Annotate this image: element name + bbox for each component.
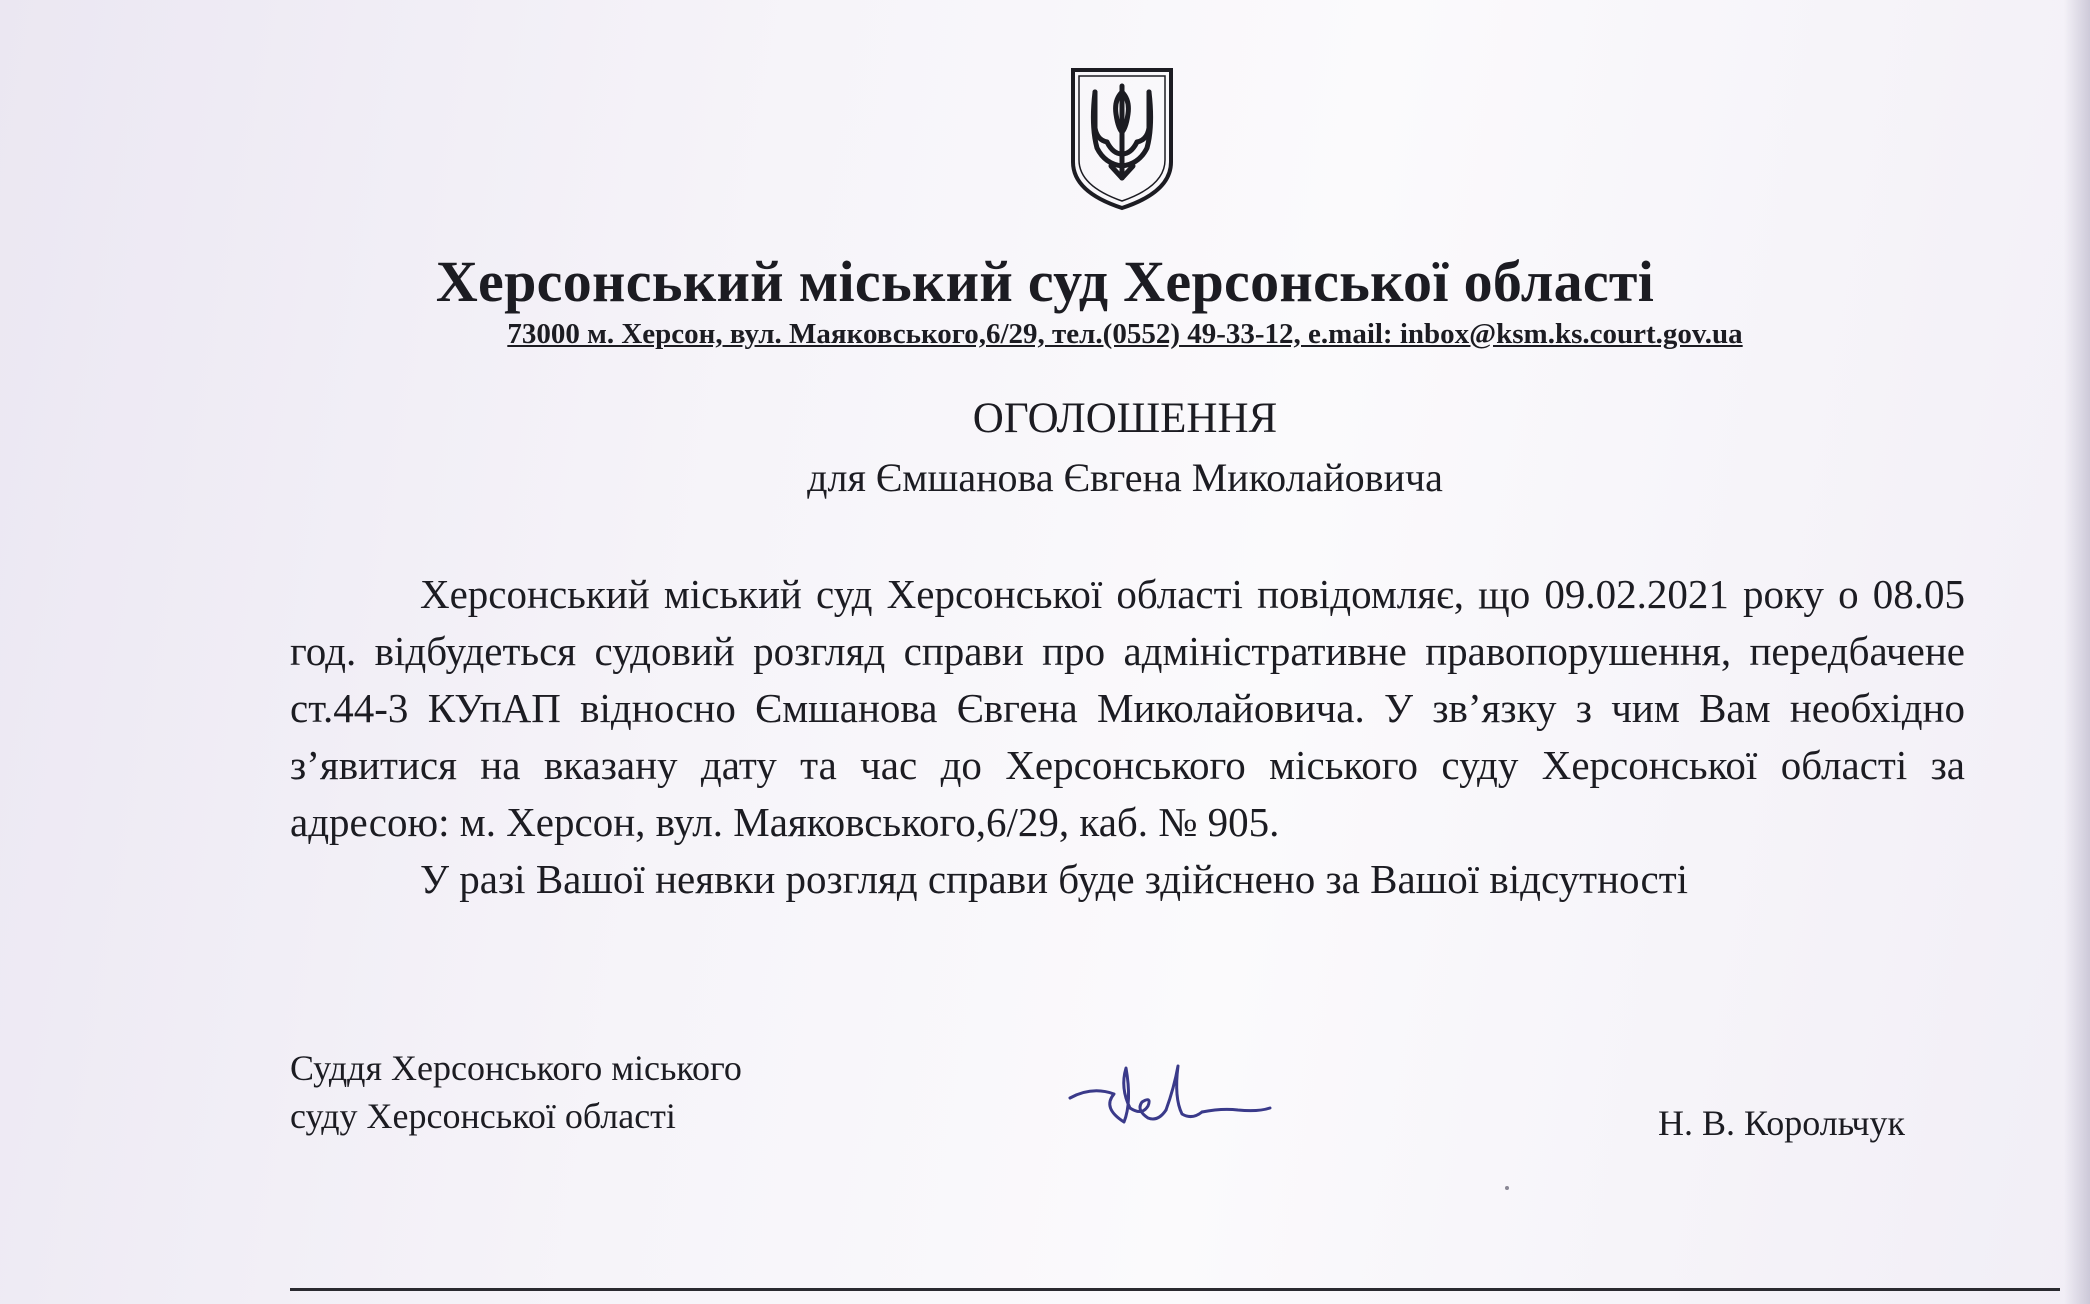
handwritten-signature (1062, 1058, 1277, 1138)
notice-body (290, 566, 1965, 908)
notice-addressee: для Ємшанова Євгена Миколайовича (807, 455, 1443, 500)
page-edge-shadow (2064, 0, 2090, 1304)
judge-position-line: Суддя Херсонського міського (290, 1048, 742, 1088)
notice-paragraph: Херсонський міський суд Херсонської області повідомляє, що 09.02.2021 року о 08.05 год. відбудеться судовий розгляд справи про адміністративне правопорушення, передбачене ст.44-3 КУпАП відносно Ємшанова Євгена Миколайовича. У зв’язку з чим Вам необхідно з’явитися на вказану дату та час до Херсонського міського суду Херсонської області за адресою: м. Херсон, вул. Маяковського,6/29, каб. № 905. (290, 571, 1965, 845)
judge-position (290, 1044, 742, 1140)
coat-of-arms-trident-icon (1067, 66, 1177, 212)
court-address: 73000 м. Херсон, вул. Маяковського,6/29, тел.(0552) 49-33-12, e.mail: inbox@ksm.ks.court.gov.ua (507, 318, 1743, 350)
paper-speck (1505, 1186, 1509, 1190)
bottom-rule (290, 1288, 2060, 1291)
notice-title: ОГОЛОШЕННЯ (972, 395, 1278, 442)
court-name: Херсонський міський суд Херсонської області (435, 249, 1655, 314)
judge-position-line: суду Херсонської області (290, 1096, 676, 1136)
judge-name: Н. В. Корольчук (1658, 1103, 1905, 1143)
notice-paragraph: У разі Вашої неявки розгляд справи буде здійснено за Вашої відсутності (420, 856, 1689, 902)
